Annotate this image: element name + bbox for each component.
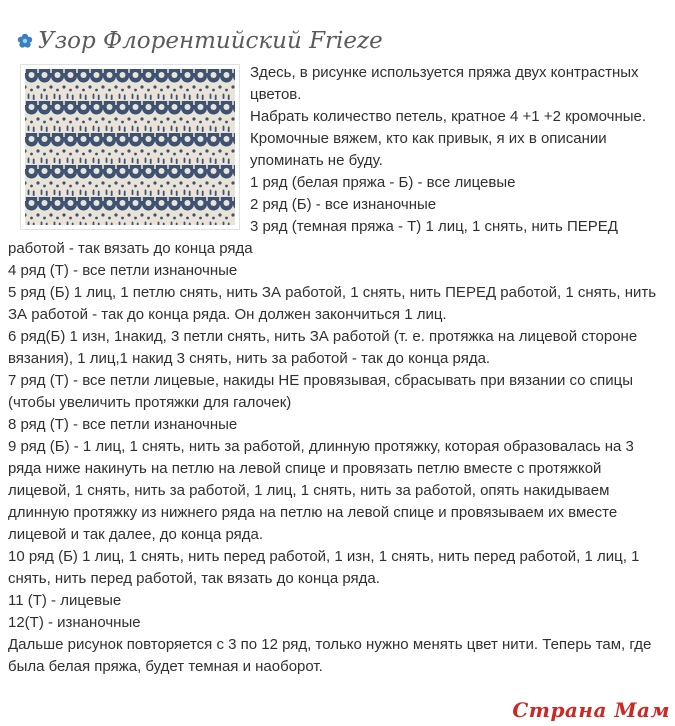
pattern-text-line: 8 ряд (Т) - все петли изнаночные [8,416,238,433]
pattern-text-line: 12(Т) - изнаночные [8,614,141,631]
pattern-text-line: Дальше рисунок повторяется с 3 по 12 ряд, только нужно менять цвет нити. Теперь там, где была белая пряжа, будет темная и наоборот. [8,636,652,675]
pattern-photo[interactable] [20,64,240,230]
post-header [17,26,675,56]
page [0,26,675,726]
pattern-text-line: 9 ряд (Б) - 1 лиц, 1 снять, нить за работой, длинную протяжку, которая образовалась на 3 ряда ниже накинуть на петлю на левой спице и провязать петлю вместе с протяжкой лицевой, 1 снять, нить за работой, 1 лиц, 1 снять, нить за работой, опять накидываем длинную протяжку из нижнего ряда на петлю на левой спице и провязываем их вместе лицевой и так далее, до конца ряда. [8,438,634,543]
pattern-text-line: 7 ряд (Т) - все петли лицевые, накиды НЕ провязывая, сбрасывать при вязании со спицы (чтобы увеличить протяжки для галочек) [8,372,634,411]
pattern-text-line: 5 ряд (Б) 1 лиц, 1 петлю снять, нить ЗА работой, 1 снять, нить ПЕРЕД работой, 1 снять, нить ЗА работой - так до конца ряда. Он должен закончиться 1 лиц. [8,284,657,323]
pattern-text-line: 6 ряд(Б) 1 изн, 1накид, 3 петли снять, нить ЗА работой (т. е. протяжка на лицевой стороне вязания), 1 лиц,1 накид 3 снять, нить за работой - так до конца ряда. [8,328,638,367]
pattern-text-line: 3 ряд (темная пряжа - Т) 1 лиц, 1 снять, нить ПЕРЕД работой - так вязать до конца ряда [8,218,618,257]
pattern-text-line: 4 ряд (Т) - все петли изнаночные [8,262,238,279]
pattern-text-line: Здесь, в рисунке используется пряжа двух контрастных цветов. [250,64,639,103]
pattern-text-line: Набрать количество петель, кратное 4 +1 +2 кромочные. [250,108,647,125]
flower-icon [17,33,33,49]
page-title: Узор Флорентийский Frieze [38,28,383,54]
pattern-text-line: 2 ряд (Б) - все изнаночные [250,196,437,213]
pattern-text-line: 10 ряд (Б) 1 лиц, 1 снять, нить перед работой, 1 изн, 1 снять, нить перед работой, 1 лиц, 1 снять, нить перед работой, так вязать до конца ряда. [8,548,640,587]
stranamam-watermark: Страна Мам [512,698,670,722]
pattern-text-line: 1 ряд (белая пряжа - Б) - все лицевые [250,174,516,191]
post-content [0,62,675,678]
pattern-text-line: Кромочные вяжем, кто как привык, я их в описании упоминать не буду. [250,130,607,169]
pattern-text-line: 11 (Т) - лицевые [8,592,122,609]
knit-swatch-image [25,69,235,225]
